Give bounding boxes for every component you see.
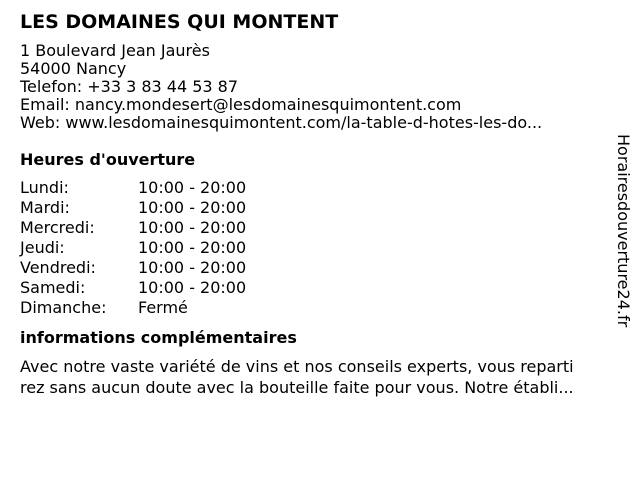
- opening-hours-heading: Heures d'ouverture: [20, 150, 196, 169]
- email-address[interactable]: Email: nancy.mondesert@lesdomainesquimontent.com: [20, 96, 462, 114]
- info-text-line: Avec notre vaste variété de vins et nos conseils experts, vous reparti: [20, 357, 574, 376]
- day-label: Samedi:: [20, 278, 86, 297]
- day-label: Vendredi:: [20, 258, 96, 277]
- additional-info-text: [20, 356, 610, 398]
- hours-row-monday: [20, 178, 610, 198]
- time-value: 10:00 - 20:00: [138, 198, 247, 217]
- time-value: 10:00 - 20:00: [138, 238, 247, 257]
- day-label: Dimanche:: [20, 298, 107, 317]
- city-postcode: 54000 Nancy: [20, 60, 127, 78]
- hours-row-wednesday: [20, 218, 610, 238]
- hours-row-friday: [20, 258, 610, 278]
- time-value: 10:00 - 20:00: [138, 218, 247, 237]
- hours-row-saturday: [20, 278, 610, 298]
- time-value: 10:00 - 20:00: [138, 178, 247, 197]
- day-label: Lundi:: [20, 178, 69, 197]
- street-address: 1 Boulevard Jean Jaurès: [20, 42, 210, 60]
- time-value: 10:00 - 20:00: [138, 278, 247, 297]
- opening-hours-table: [20, 178, 610, 318]
- time-value: Fermé: [138, 298, 188, 317]
- day-label: Jeudi:: [20, 238, 65, 257]
- business-name: LES DOMAINES QUI MONTENT: [20, 11, 339, 33]
- hours-row-sunday: [20, 298, 610, 318]
- additional-info-heading: informations complémentaires: [20, 328, 297, 347]
- hours-row-tuesday: [20, 198, 610, 218]
- hours-row-thursday: [20, 238, 610, 258]
- address-block: [20, 42, 610, 132]
- time-value: 10:00 - 20:00: [138, 258, 247, 277]
- phone-number[interactable]: Telefon: +33 3 83 44 53 87: [20, 78, 239, 96]
- day-label: Mardi:: [20, 198, 70, 217]
- info-text-line: rez sans aucun doute avec la bouteille faite pour vous. Notre établi...: [20, 378, 574, 397]
- website-link[interactable]: Web: www.lesdomainesquimontent.com/la-table-d-hotes-les-do...: [20, 114, 543, 132]
- business-card: [20, 10, 610, 398]
- day-label: Mercredi:: [20, 218, 95, 237]
- site-watermark: Horairesdouverture24.fr: [614, 134, 633, 328]
